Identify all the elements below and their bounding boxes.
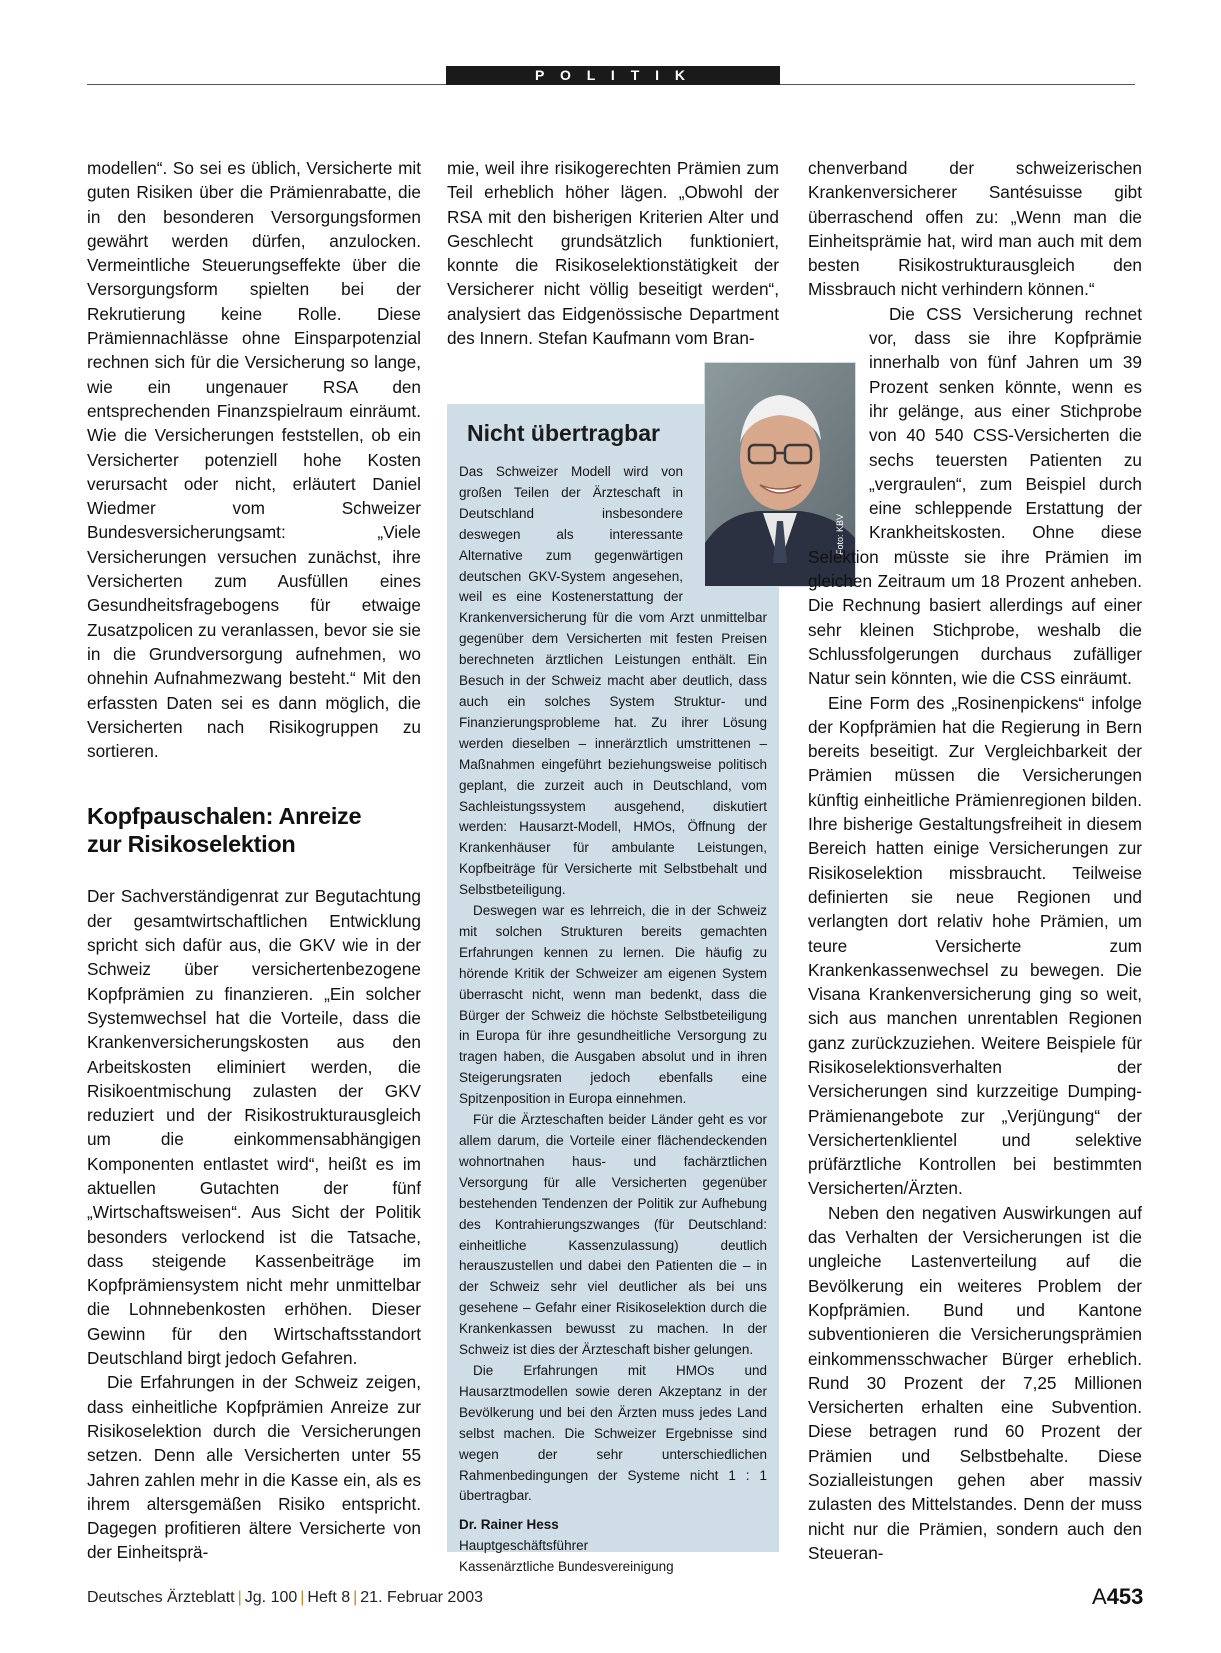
box-paragraph-4: Die Erfahrungen mit HMOs und Hausarztmodellen sowie deren Akzeptanz in der Bevölkerung und bei den Ärzten muss jedes Land selbst machen. Die Schweizer Ergebnisse sind wegen der sehr unterschiedlichen Rahmenbedingungen der Systeme nicht 1 : 1 übertragbar. [459,1362,767,1504]
subheading-line-1: Kopfpauschalen: Anreize [87,803,362,830]
footer-issue: Heft 8 [307,1589,351,1606]
col1-paragraph-3: Die Erfahrungen in der Schweiz zeigen, dass einheitliche Kopfprämien Anreize zur Risikoselektion durch die Versicherungen setzen. Denn alle Versicherten unter 55 Jahren zahlen mehr in die Kasse ein, als es ihrem altersgemäßen Risiko entspricht. Dagegen profitieren ältere Versicherte von der Einheitsprä- [87,1372,421,1563]
box-title: Nicht übertragbar [467,420,660,446]
signature-organization: Kassenärztliche Bundesvereinigung [459,1559,674,1575]
box-paragraph-3: Für die Ärzteschaften beider Länder geht es vor allem darum, die Vorteile einer flächendeckenden wohnortnahen haus- und fachärztlichen Versorgung für alle Versicherten gegenüber bestehenden Tendenzen der Politik zur Aufhebung des Kontrahierungszwanges (für Deutschland: einheitliche Kassenzulassung) deutlich herauszustellen und dabei den Patienten die – in der Schweiz sehr viel deutlicher als bei uns gesehene – Gefahr einer Risikoselektion durch die Krankenkassen bewusst zu machen. In der Schweiz ist dies der Ärzteschaft bisher gelungen. [459,1112,767,1358]
col2-paragraph-1: mie, weil ihre risikogerechten Prämien zum Teil erheblich höher lägen. „Obwohl der RSA mit den bisherigen Kriterien Alter und Geschlecht grundsätzlich funktioniert, konnte die Risikoselektionstätigkeit der Versicherer nicht völlig beseitigt werden“, analysiert das Eidgenössische Department des Innern. Stefan Kaufmann vom Bran- [447,158,779,349]
signature-role: Hauptgeschäftsführer [459,1538,589,1554]
box-paragraph-2: Deswegen war es lehrreich, die in der Schweiz mit solchen Strukturen bereits gemachten Erfahrungen kennen zu lernen. Die häufig zu hörende Kritik der Schweizer am eigenen System überrascht nicht, wenn man bedenkt, dass die Bürger der Schweiz die höchste Selbstbeteiligung in Europa für ihre gesundheitliche Versorgung zu tragen haben, die Ausgaben absolut und in ihren Steigerungsraten jedoch ebenfalls eine Spitzenposition in Europa einnehmen. [459,903,767,1107]
photo-credit: Foto: KBV [835,513,845,555]
column-3 [808,156,1142,1565]
column-1 [87,156,421,1565]
col3-paragraph-3: Eine Form des „Rosinenpickens“ infolge der Kopfprämien hat die Regierung in Bern bereits beseitigt. Zur Vergleichbarkeit der Prämien müssen die Versicherungen künftig einheitliche Prämienregionen bilden. Ihre bisherige Gestaltungsfreiheit in diesem Bereich hatten einige Versicherungen zur Risikoselektion missbraucht. Teilweise definierten sie neue Regionen und verlangten dort relativ hohe Prämien, um teure Versicherte zum Krankenkassenwechsel zu bewegen. Die Visana Krankenversicherung ging so weit, sich aus manchen unrentablen Regionen ganz zurückzuziehen. Weitere Beispiele für Risikoselektionsverhalten der Versicherungen sind kurzzeitige Dumping-Prämienangebote zur „Verjüngung“ der Versichertenklientel und selektive prüfärztliche Kontrollen bei bestimmten Versicherten/Ärzten. [808,692,1142,1199]
subheading [87,802,421,858]
subheading-line-2: zur Risikoselektion [87,831,296,858]
page-number [1092,1584,1143,1610]
col1-paragraph-2: Der Sachverständigenrat zur Begutachtung der gesamtwirtschaftlichen Entwicklung spricht sich dafür aus, die GKV wie in der Schweiz über versichertenbezogene Kopfprämien zu finanzieren. „Ein solcher Systemwechsel hat die Vorteile, dass die Krankenversicherungskosten aus den Arbeitskosten eliminiert werden, die Risikoentmischung zulasten der GKV reduziert und der Risikostrukturausgleich um die einkommensabhängigen Komponenten entlastet wird“, heißt es im aktuellen Gutachten der fünf „Wirtschaftsweisen“. Aus Sicht der Politik besonders verlockend ist die Tatsache, dass steigende Kassenbeiträge im Kopfprämiensystem nicht mehr unmittelbar die Lohnnebenkosten erhöhen. Dieser Gewinn für den Wirtschaftsstandort Deutschland birgt jedoch Gefahren. [87,886,421,1369]
box-paragraph-1: Das Schweizer Modell wird von großen Teilen der Ärzteschaft in Deutschland insbesondere deswegen als interessante Alternative zum gegenwärtigen deutschen GKV-System angesehen, weil es eine Kostenerstattung der Krankenversicherung für die vom Arzt unmittelbar gegenüber dem Versicherten mit festen Preisen berechneten ärztlichen Leistungen enthält. Ein Besuch in der Schweiz macht aber deutlich, dass auch ein solches System Struktur- und Finanzierungsprobleme hat. Zu ihrer Lösung werden dieselben – innerärztlich umstrittenen – Maßnahmen eingeführt beziehungsweise politisch geplant, die zurzeit auch in Deutschland, vom Sachleistungssystem ausgehend, diskutiert werden: Hausarzt-Modell, HMOs, Öffnung der Krankenhäuser für ambulante Leistungen, Kopfbeiträge für Versicherte mit Selbstbehalt und Selbstbeteiligung. [459,464,767,898]
footer-volume: Jg. 100 [244,1589,298,1606]
signature-name: Dr. Rainer Hess [459,1517,559,1533]
footer-citation: Deutsches Ärzteblatt | Jg. 100 | Heft 8 | 21. Februar 2003 [87,1589,484,1606]
section-label: P O L I T I K [446,66,780,85]
column-2 [447,156,779,350]
page-number-value: 453 [1106,1584,1144,1609]
footer-date: 21. Februar 2003 [360,1589,484,1606]
col3-paragraph-1: chenverband der schweizerischen Krankenversicherer Santésuisse gibt überraschend offen zu: „Wenn man die Einheitsprämie hat, wird man auch mit dem besten Risikostrukturausgleich den Missbrauch nicht verhindern können.“ [808,158,1142,300]
page-prefix: A [1092,1584,1107,1609]
footer-journal: Deutsches Ärzteblatt [87,1589,235,1606]
col3-paragraph-2: Die CSS Versicherung rechnet vor, dass sie ihre Kopfprämie innerhalb von fünf Jahren um 39 Prozent senken könnte, wenn es ihr gelänge, aus einer Stichprobe von 40 540 CSS-Versicherten die sechs teuersten Patienten zu „vergraulen“, zum Beispiel durch eine schleppende Erstattung der Krankheitskosten. Ohne diese Selektion müsste sie ihre Prämien im gleichen Zeitraum um 18 Prozent anheben. Die Rechnung basiert allerdings auf einer sehr kleinen Stichprobe, weshalb die Schlussfolgerungen durchaus zufälliger Natur sein könnten, wie die CSS einräumt. [808,303,1142,689]
col1-paragraph-1: modellen“. So sei es üblich, Versicherte mit guten Risiken über die Prämienrabatte, die in den besonderen Versorgungsformen gewährt werden dürfen, anzulocken. Vermeintliche Steuerungseffekte über die Versorgungsform spielten bei der Rekrutierung keine Rolle. Diese Prämiennachlässe ohne Einsparpotenzial rechnen sich für die Versicherung so lange, wie ein ungenauer RSA den entsprechenden Finanzspielraum einräumt. Wie die Versicherungen feststellen, ob ein Versicherter potenziell hohe Kosten verursacht oder nicht, erläutert Daniel Wiedmer vom Schweizer Bundesversicherungsamt: „Viele Versicherungen versuchen zunächst, ihre Versicherten zum Ausfüllen eines Gesundheitsfragebogens für etwaige Zusatzpolicen zu veranlassen, bevor sie sie in die Grundversorgung aufnehmen, wo ohnehin Aufnahmezwang besteht.“ Mit den erfassten Daten sei es dann möglich, die Versicherten nach Risikogruppen zu sortieren. [87,158,421,762]
col3-paragraph-4: Neben den negativen Auswirkungen auf das Verhalten der Versicherungen ist die ungleiche Lastenverteilung auf die Bevölkerung ein weiteres Problem der Kopfprämien. Bund und Kantone subventionieren die Versicherungsprämien einkommensschwacher Bürger erheblich. Rund 30 Prozent der 7,25 Millionen Versicherten erhalten eine Subvention. Diese betragen rund 60 Prozent der Prämien und Selbstbehalte. Diese Sozialleistungen gehen aber massiv zulasten des Mittelstandes. Denn der muss nicht nur die Prämien, sondern auch den Steueran- [808,1202,1142,1563]
